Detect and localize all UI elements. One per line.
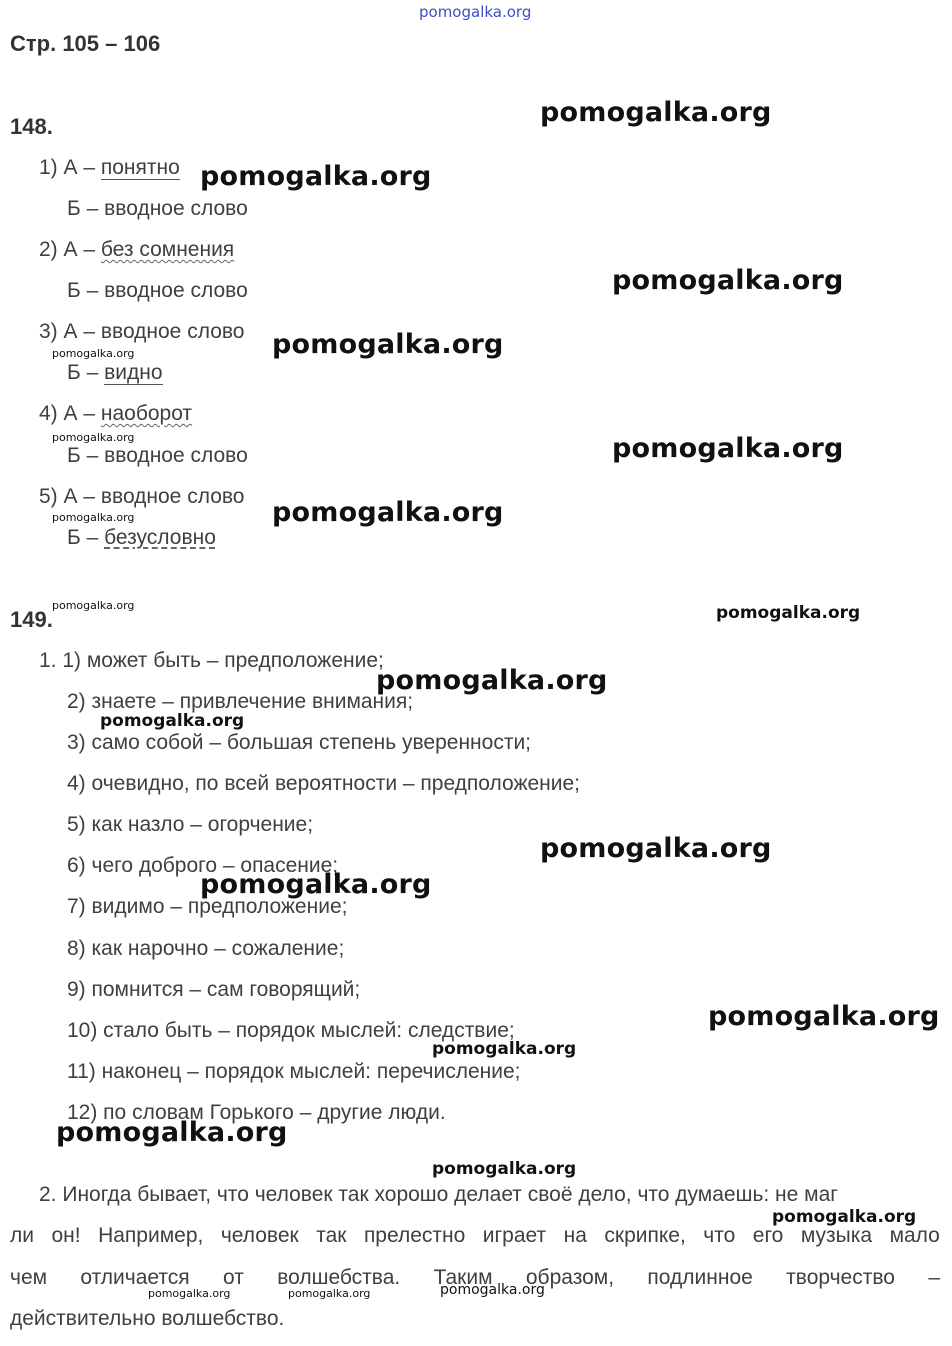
watermark: pomogalka.org <box>716 603 861 623</box>
underlined-word: понятно <box>100 156 180 179</box>
top-watermark: pomogalka.org <box>419 3 532 21</box>
wavy-underlined-word: без сомнения <box>100 238 235 261</box>
watermark: pomogalka.org <box>612 433 844 464</box>
watermark: pomogalka.org <box>200 869 432 900</box>
ex148-item-2b: Б – вводное слово <box>67 279 248 302</box>
watermark: pomogalka.org <box>100 711 245 731</box>
ex149-item-9: 9) помнится – сам говорящий; <box>67 978 361 1001</box>
watermark: pomogalka.org <box>52 511 135 524</box>
ex148-item-4b: Б – вводное слово <box>67 444 248 467</box>
watermark: pomogalka.org <box>612 265 844 296</box>
ex149-item-8: 8) как нарочно – сожаление; <box>67 937 345 960</box>
watermark: pomogalka.org <box>52 599 135 612</box>
exercise-149-number: 149. <box>10 607 53 632</box>
ex149-item-2: 2) знаете – привлечение внимания; <box>67 690 414 713</box>
watermark: pomogalka.org <box>52 347 135 360</box>
watermark: pomogalka.org <box>708 1001 940 1032</box>
dashed-underlined-word: безусловно <box>104 526 216 549</box>
ex148-item-4: 4) А – наоборот <box>39 402 193 425</box>
watermark: pomogalka.org <box>432 1159 577 1179</box>
underlined-word: видно <box>104 361 163 384</box>
watermark: pomogalka.org <box>432 1039 577 1059</box>
page-header: Стр. 105 – 106 <box>10 31 161 56</box>
ex148-item-2: 2) А – без сомнения <box>39 238 235 261</box>
watermark: pomogalka.org <box>288 1287 371 1300</box>
wavy-underlined-word: наоборот <box>100 402 193 425</box>
ex148-item-1b: Б – вводное слово <box>67 197 248 220</box>
ex149-part2-line-2: ли он! Например, человек так прелестно играет на скрипке, что его музыка мало <box>10 1224 940 1247</box>
exercise-148-number: 148. <box>10 114 53 139</box>
ex148-item-5: 5) А – вводное слово <box>39 485 245 508</box>
ex149-item-12: 12) по словам Горького – другие люди. <box>67 1101 446 1124</box>
ex149-item-3: 3) само собой – большая степень уверенности; <box>67 731 532 754</box>
watermark: pomogalka.org <box>440 1282 545 1298</box>
ex149-part2-line-3: чем отличается от волшебства. Таким образом, подлинное творчество – <box>10 1266 940 1289</box>
ex149-item-6: 6) чего доброго – опасение; <box>67 854 339 877</box>
ex149-part2-line-4: действительно волшебство. <box>10 1307 285 1330</box>
ex149-part2-line-1: 2. Иногда бывает, что человек так хорошо делает своё дело, что думаешь: не маг <box>39 1183 838 1206</box>
watermark: pomogalka.org <box>148 1287 231 1300</box>
ex148-item-3: 3) А – вводное слово <box>39 320 245 343</box>
watermark: pomogalka.org <box>200 161 432 192</box>
watermark: pomogalka.org <box>376 665 608 696</box>
ex148-item-1: 1) А – понятно <box>39 156 180 179</box>
watermark: pomogalka.org <box>56 1117 288 1148</box>
ex148-item-3b: Б – видно <box>67 361 163 384</box>
watermark: pomogalka.org <box>540 97 772 128</box>
watermark: pomogalka.org <box>272 497 504 528</box>
watermark: pomogalka.org <box>52 431 135 444</box>
watermark: pomogalka.org <box>272 329 504 360</box>
ex149-item-7: 7) видимо – предположение; <box>67 895 348 918</box>
ex149-item-1: 1. 1) может быть – предположение; <box>39 649 384 672</box>
watermark: pomogalka.org <box>772 1207 917 1227</box>
ex149-item-10: 10) стало быть – порядок мыслей: следствие; <box>67 1019 515 1042</box>
ex148-item-5b: Б – безусловно <box>67 526 216 549</box>
watermark: pomogalka.org <box>540 833 772 864</box>
ex149-item-11: 11) наконец – порядок мыслей: перечисление; <box>67 1060 521 1083</box>
ex149-item-4: 4) очевидно, по всей вероятности – предположение; <box>67 772 581 795</box>
ex149-item-5: 5) как назло – огорчение; <box>67 813 314 836</box>
